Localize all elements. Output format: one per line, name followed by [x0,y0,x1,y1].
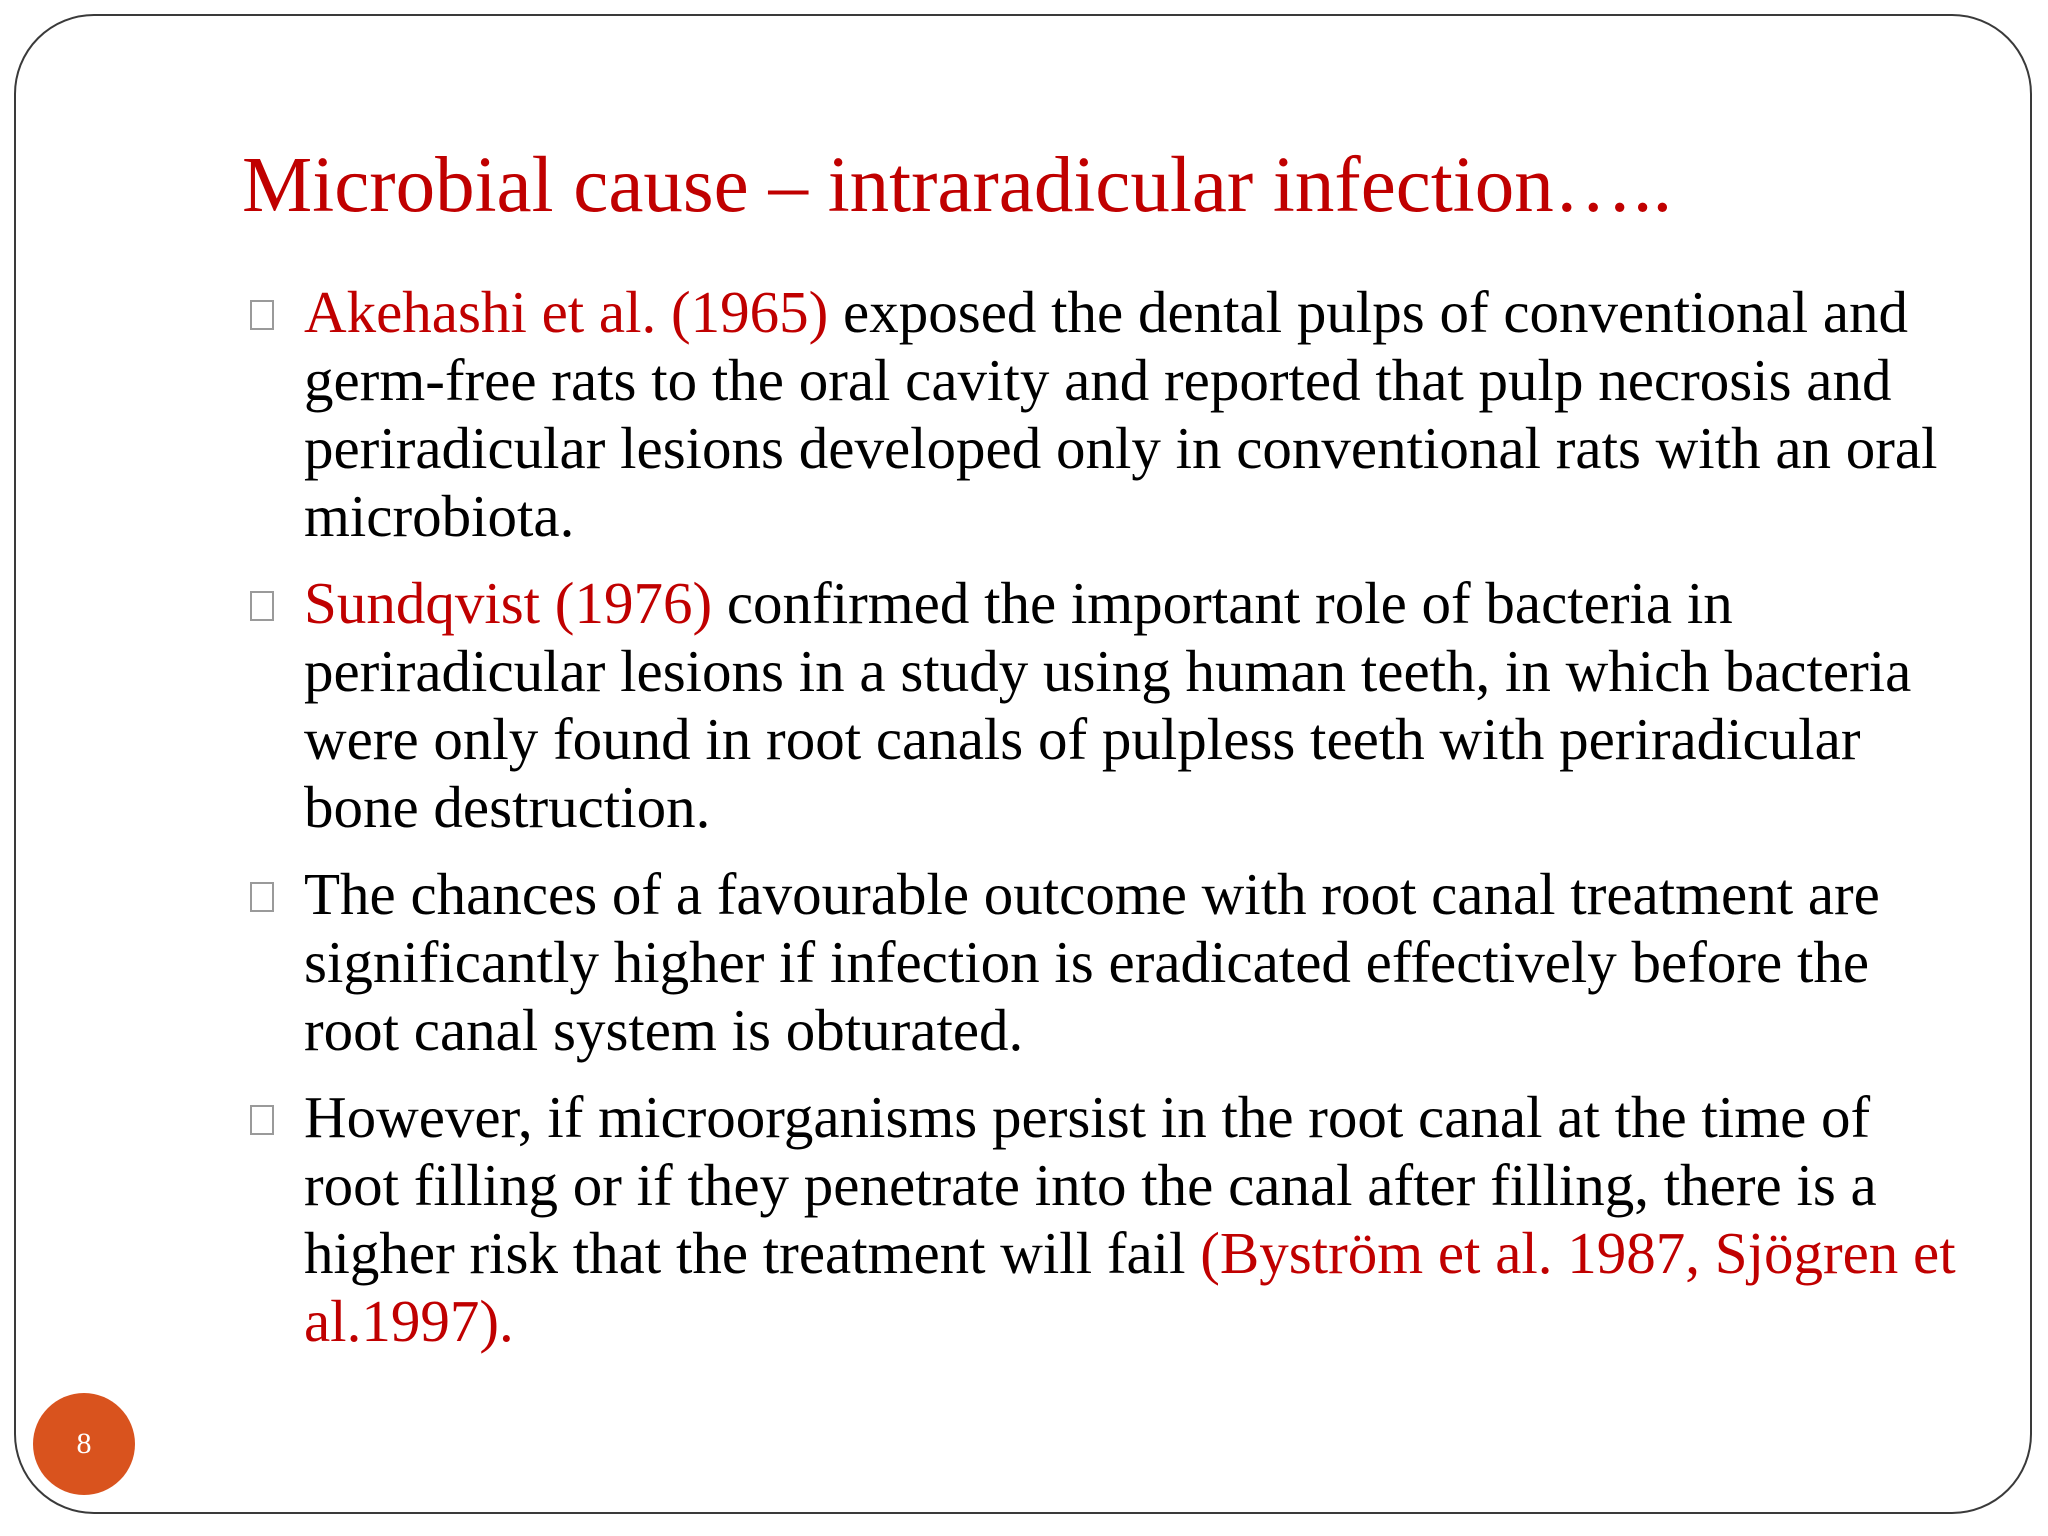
bullet-item [242,569,1972,841]
slide-frame [14,14,2032,1514]
square-bullet-icon [250,300,274,330]
bullet-item [242,860,1972,1064]
square-bullet-icon [250,1105,274,1135]
slide-title: Microbial cause – intraradicular infection….. [242,142,1673,229]
bullet-text: exposed the dental pulps of conventional and germ-free rats to the oral cavity and reported that pulp necrosis and periradicular lesions developed only in conventional rats with an oral microbiota. [304,279,1938,549]
bullet-text: The chances of a favourable outcome with root canal treatment are significantly higher if infection is eradicated effectively before the root canal system is obturated. [304,861,1880,1063]
bullet-text: confirmed the important role of bacteria in periradicular lesions in a study using human teeth, in which bacteria were only found in root canals of pulpless teeth with periradicular bone destruction. [304,570,1912,840]
bullet-list [242,278,1972,1374]
square-bullet-icon [250,591,274,621]
page-number-badge: 8 [33,1393,135,1495]
bullet-citation: Akehashi et al. (1965) [304,279,829,345]
bullet-trailing-citation: (Byström et al. 1987, Sjögren et al.1997). [304,1220,1956,1354]
bullet-item [242,1083,1972,1355]
square-bullet-icon [250,882,274,912]
bullet-item [242,278,1972,550]
bullet-citation: Sundqvist (1976) [304,570,713,636]
bullet-text: However, if microorganisms persist in the root canal at the time of root filling or if they penetrate into the canal after filling, there is a higher risk that the treatment will fail [304,1084,1877,1286]
